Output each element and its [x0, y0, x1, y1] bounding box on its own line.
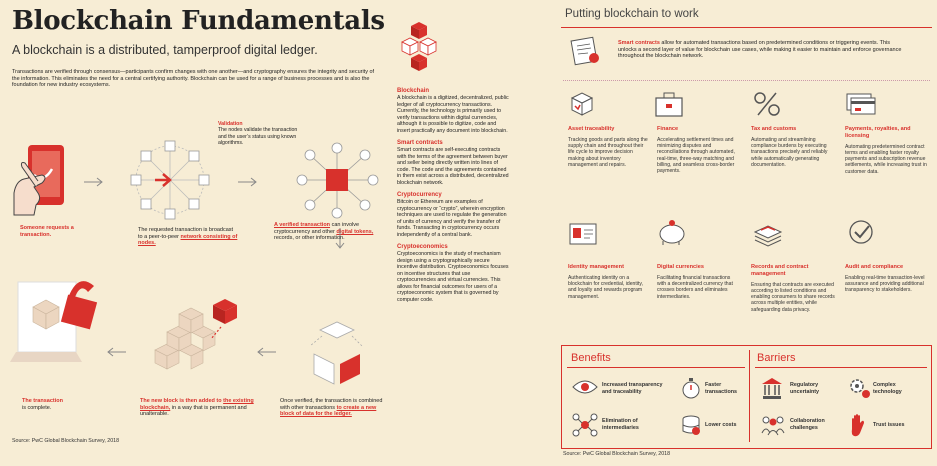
- piggy-bank-icon: [657, 218, 689, 246]
- step-6-text: Once verified, the transaction is combined with other transactions to create a new block of data for the ledger.: [280, 398, 383, 418]
- arrow-step2-3: [238, 178, 260, 186]
- use-case-card: Finance Accelerating settlement times and minimizing disputes and reconciliations through automated, real-time, three-way matching and billing, and seamless cross-border payments.: [657, 126, 735, 175]
- arrow-step6-5: [254, 348, 276, 356]
- benefit-item: Elimination of intermediaries: [602, 418, 639, 431]
- title-red-part: Blockchain: [12, 6, 173, 36]
- right-source-note: Source: PwC Global Blockchain Survey, 2018: [563, 451, 671, 457]
- benefits-rule: [567, 367, 745, 368]
- benefits-heading: Benefits: [571, 352, 611, 364]
- cube-check-icon: [568, 90, 596, 118]
- glossary-term: Cryptoeconomics: [397, 244, 448, 250]
- glossary-definition: Cryptoeconomics is the study of mechanism design using a cryptographically secure incentive distribution. Cryptoeconomics focuses on incentive structures that use cryptocurrencies and virtual currencies. This allows for financial outcomes for users of a cryptoeconomic system that is governed by computer code.: [397, 251, 509, 303]
- use-case-card: Records and contract management Ensuring that contracts are executed according to listed conditions and enabling consumers to share records across multiple entities, while safeguarding data privacy.: [751, 264, 835, 313]
- arrow-step1-2: [84, 178, 106, 186]
- barriers-heading: Barriers: [757, 352, 796, 364]
- step-5-text: The new block is then added to the existing blockchain, in a way that is permanent and unalterable.: [140, 398, 254, 418]
- stopwatch-icon: [680, 376, 702, 400]
- title-dark-part: Fundamentals: [181, 6, 385, 36]
- use-case-card: Payments, royalties, and licensing Automating predetermined contract terms and enabling faster royalty payments and subscription revenue settlements, while increasing trust in customer data.: [845, 126, 927, 175]
- eye-icon: [572, 377, 598, 397]
- id-card-icon: [568, 222, 598, 246]
- use-case-card: Tax and customs Automating and streamlining compliance burdens by executing transactions precisely and reliably while automatically generating documentation.: [751, 126, 828, 168]
- barrier-item: Trust issues: [873, 422, 905, 428]
- glossary-term: Blockchain: [397, 88, 430, 94]
- stacked-documents-icon: [752, 218, 784, 246]
- step-3-text: A verified transaction can involve cryptocurrency and other digital tokens, records, or other information.: [274, 222, 374, 242]
- use-case-card: Asset traceability Tracking goods and parts along the supply chain and throughout their life cycle to improve decision making about inventory management and repairs.: [568, 126, 648, 168]
- glossary-term: Cryptocurrency: [397, 192, 442, 198]
- gears-icon: [848, 376, 872, 400]
- smart-contracts-blurb: Smart contracts allow for automated transactions based on predetermined conditions or triggering events. This unlocks a second layer of value for blockchain use cases, while making it easier to maintain and enforce governance throughout the blockchain network.: [618, 40, 902, 60]
- subtitle: A blockchain is a distributed, tamperproof digital ledger.: [12, 43, 318, 57]
- intro-text: Transactions are verified through consensus—participants confirm changes with one another—and cryptography ensures the integrity and security of the information. This eliminates the need for a central certifying authority. Blockchain can be used for a range of business processes and is also the foundation for new industry ecosystems.: [12, 69, 375, 89]
- use-case-card: Digital currencies Facilitating financial transactions with a decentralized currency that crosses borders and eliminates intermediaries.: [657, 264, 733, 300]
- new-block-icon: [300, 318, 375, 388]
- benefits-barriers-box: [561, 345, 932, 449]
- validation-node-diagram: [290, 143, 385, 218]
- people-group-icon: [760, 413, 786, 437]
- barriers-rule: [755, 367, 927, 368]
- network-nodes-icon: [572, 413, 598, 437]
- barrier-item: Collaboration challenges: [790, 418, 825, 431]
- step-4-text: The transaction is complete.: [22, 398, 63, 411]
- barrier-item: Complex technology: [873, 382, 902, 395]
- blocks-cluster-icon: [398, 20, 443, 75]
- coins-icon: [680, 413, 702, 437]
- glossary-term: Smart contracts: [397, 140, 443, 146]
- node-network-diagram: [115, 140, 225, 220]
- box-divider: [749, 350, 750, 442]
- page-title: [12, 6, 385, 36]
- contract-document-icon: [570, 36, 604, 68]
- divider: [563, 80, 930, 81]
- step-1-text: Someone requests a transaction.: [20, 225, 74, 238]
- title-rule: [561, 27, 932, 28]
- glossary-definition: A blockchain is a digitized, decentralized, public ledger of all cryptocurrency transactions. Currently, the technology is primarily used to verify transactions within digital currencies, although it is possible to digitize, code and insert practically any document into blockchain.: [397, 95, 509, 134]
- validation-note: Validation The nodes validate the transaction and the user’s status using known algorithms.: [218, 121, 298, 146]
- block-stack-icon: [135, 295, 245, 390]
- right-panel-title: Putting blockchain to work: [565, 8, 699, 20]
- percent-icon: [752, 90, 782, 118]
- payment-card-icon: [845, 92, 875, 116]
- hand-phone-icon: [12, 135, 72, 220]
- arrow-step5-4: [104, 348, 126, 356]
- benefit-item: Lower costs: [705, 422, 737, 428]
- benefit-item: Increased transparency and traceability: [602, 382, 663, 395]
- benefit-item: Faster transactions: [705, 382, 738, 395]
- barrier-item: Regulatory uncertainty: [790, 382, 820, 395]
- glossary-definition: Smart contracts are self-executing contracts with the terms of the agreement between buyer and seller being directly written into lines of code. The code and the agreements contained in them exist across a distributed, decentralized blockchain network.: [397, 147, 509, 186]
- use-case-card: Identity management Authenticating identity on a blockchain for credential, identity, and loyalty and rewards program management.: [568, 264, 643, 300]
- government-building-icon: [760, 376, 784, 400]
- arrow-step3-down: [336, 228, 344, 253]
- stop-hand-icon: [848, 413, 870, 439]
- briefcase-icon: [654, 92, 684, 118]
- check-circle-icon: [847, 218, 875, 246]
- laptop-lock-icon: [8, 262, 103, 382]
- glossary: [397, 82, 509, 303]
- step-2-text: The requested transaction is broadcast to a peer-to-peer network consisting of nodes.: [138, 227, 238, 247]
- source-note: Source: PwC Global Blockchain Survey, 2018: [12, 438, 120, 444]
- glossary-definition: Bitcoin or Ethereum are examples of cryptocurrency or “crypto”, wherein encryption techniques are used to regulate the generation of units of currency and verify the transfer of funds. Transacting in cryptocurrency occurs independently of a central bank.: [397, 199, 507, 238]
- use-case-card: Audit and compliance Enabling real-time transaction-level assurance and providing additional transparency to stakeholders.: [845, 264, 925, 294]
